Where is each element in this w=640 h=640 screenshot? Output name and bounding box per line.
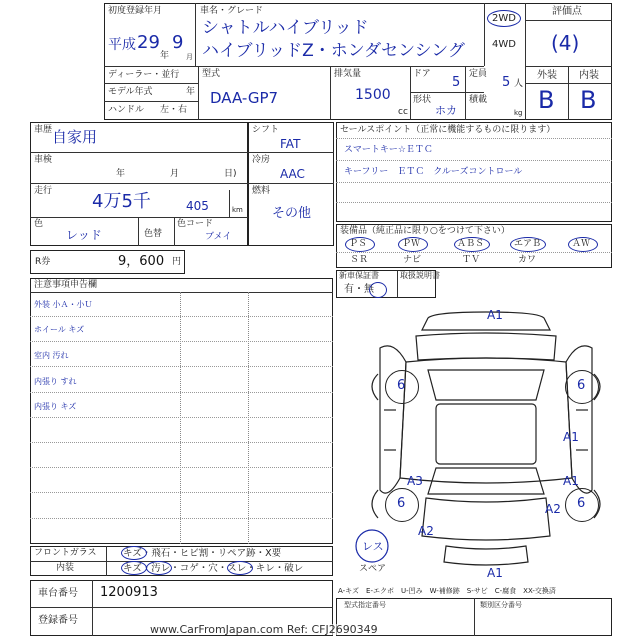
capacity-label: 定員 xyxy=(469,69,488,79)
score-label: 評価点 xyxy=(552,6,582,17)
color-label: 色 xyxy=(34,219,44,229)
note-line-5: 内張り キズ xyxy=(34,402,77,411)
fuel-label: 燃料 xyxy=(252,186,271,196)
displacement: 1500 xyxy=(355,87,391,103)
doors-label: ドア xyxy=(413,69,431,79)
model-name: シャトルハイブリッド xyxy=(202,18,369,38)
displacement-label: 排気量 xyxy=(334,69,362,79)
equip-sr: ＳＲ xyxy=(350,255,369,265)
color-change-label: 色替 xyxy=(144,229,163,239)
equip-ps: ＰＳ xyxy=(349,239,368,249)
cert-label-2: 類別区分番号 xyxy=(480,601,522,609)
load-label: 積載 xyxy=(469,95,488,105)
int-grade: B xyxy=(580,86,597,114)
shape: ホカ xyxy=(435,104,457,117)
warranty-label: 新車保証書 xyxy=(339,271,379,280)
note-line-1: 外装 小Ａ・小Ｕ xyxy=(34,300,93,309)
mileage-number: 405 xyxy=(186,199,209,213)
equip-abs: ＡＢＳ xyxy=(457,239,485,249)
model-year-label: モデル年式 xyxy=(108,87,153,97)
ac: AAC xyxy=(280,167,305,181)
note-line-2: ホイール キズ xyxy=(34,325,85,334)
interior-label: 内装 xyxy=(56,563,75,573)
mark-right-a1-rear: A1 xyxy=(563,474,579,488)
damage-legend: A-キズ E-エクボ U-凹み W-補修跡 S-サビ C-腐食 XX-交換済 xyxy=(338,587,556,595)
watermark: www.CarFromJapan.com Ref: CFJ2690349 xyxy=(150,623,378,636)
ac-label: 冷房 xyxy=(252,155,271,165)
mark-rear-a1: A1 xyxy=(487,566,503,580)
shape-label: 形状 xyxy=(413,95,432,105)
windshield-label: フロントガラス xyxy=(34,548,97,558)
windshield-text: キズ・飛石・ヒビ割・リペア跡・X要 xyxy=(123,548,282,559)
fuel: その他 xyxy=(272,206,312,221)
dealer-label: ディーラー・並行 xyxy=(108,70,180,80)
mark-right-a1: A1 xyxy=(563,430,579,444)
warranty-circle xyxy=(369,282,387,298)
notes-label: 注意事項申告欄 xyxy=(34,280,98,290)
spare-note: レス xyxy=(362,540,384,553)
model-name-label: 車名・グレード xyxy=(200,6,264,16)
mileage-handwritten: 4万5千 xyxy=(92,191,151,212)
ext-label: 外装 xyxy=(537,70,557,81)
color-code-label: 色コード xyxy=(177,219,214,229)
mark-wheel-rr: 6 xyxy=(577,496,586,511)
handle-label: ハンドル xyxy=(108,105,145,115)
cert-label-1: 型式指定番号 xyxy=(344,601,386,609)
selling-line-2: キーフリー ＥＴＣ クルーズコントロール xyxy=(344,167,523,177)
interior-text: キズ・汚レ・コゲ・穴・スレ・キレ・破レ xyxy=(123,563,304,574)
color: レッド xyxy=(66,228,102,242)
color-code: ブメイ xyxy=(205,232,232,242)
drive-2wd: 2WD xyxy=(492,13,516,24)
mark-wheel-rl: 6 xyxy=(397,496,406,511)
equip-leather: カワ xyxy=(518,255,537,265)
selling-label: セールスポイント（正常に機能するものに限ります） xyxy=(340,125,556,135)
recycle-label: R券 xyxy=(35,257,51,267)
note-line-3: 室内 汚れ xyxy=(34,351,69,360)
handle-value: 左・右 xyxy=(160,105,188,115)
equip-aw: ＡＷ xyxy=(572,239,591,249)
mark-left-a2: A2 xyxy=(418,524,434,538)
era: 平成 xyxy=(108,37,136,53)
note-line-4: 内張り すれ xyxy=(34,377,77,386)
model-code-label: 型式 xyxy=(202,69,221,79)
recycle-value: 9，600 xyxy=(118,254,165,269)
selling-line-1: スマートキー☆ＥＴＣ xyxy=(344,145,433,155)
equip-airbag: エアＢ xyxy=(514,239,542,249)
doors: 5 xyxy=(452,75,461,90)
mark-wheel-fr: 6 xyxy=(577,378,586,393)
shift-label: シフト xyxy=(252,125,280,135)
mark-left-a3: A3 xyxy=(407,474,423,488)
int-label: 内装 xyxy=(579,70,599,81)
spare-label: スペア xyxy=(359,564,387,574)
grade: ハイブリッドZ・ホンダセンシング xyxy=(202,41,465,61)
score: (4) xyxy=(551,31,580,55)
reg-number-label: 登録番号 xyxy=(38,615,78,626)
reg-date-label: 初度登録年月 xyxy=(108,6,163,16)
warranty-value: 有・無 xyxy=(344,284,374,295)
record-label: 取扱説明書 xyxy=(400,271,440,280)
capacity: 5 xyxy=(502,75,511,90)
model-code: DAA-GP7 xyxy=(210,89,279,107)
equipment-label: 装備品（純正品に限り○をつけて下さい） xyxy=(340,226,510,236)
chassis-number: 1200913 xyxy=(100,585,158,600)
equip-tv: ＴＶ xyxy=(462,255,481,265)
chassis-label: 車台番号 xyxy=(38,588,78,599)
drive-4wd: 4WD xyxy=(492,39,516,50)
usage: 自家用 xyxy=(52,128,98,146)
reg-year: 29 xyxy=(137,32,160,53)
reg-month: 9 xyxy=(172,32,184,53)
inspection-label: 車検 xyxy=(34,155,53,165)
mark-wheel-fl: 6 xyxy=(397,378,406,393)
mileage-label: 走行 xyxy=(34,186,53,196)
mark-front-a1: A1 xyxy=(487,308,503,322)
equip-pw: ＰＷ xyxy=(402,239,421,249)
mark-right-a2: A2 xyxy=(545,502,561,516)
equip-navi: ナビ xyxy=(403,255,422,265)
shift: FAT xyxy=(280,137,301,151)
ext-grade: B xyxy=(538,86,555,114)
usage-label: 車歴 xyxy=(34,125,53,135)
